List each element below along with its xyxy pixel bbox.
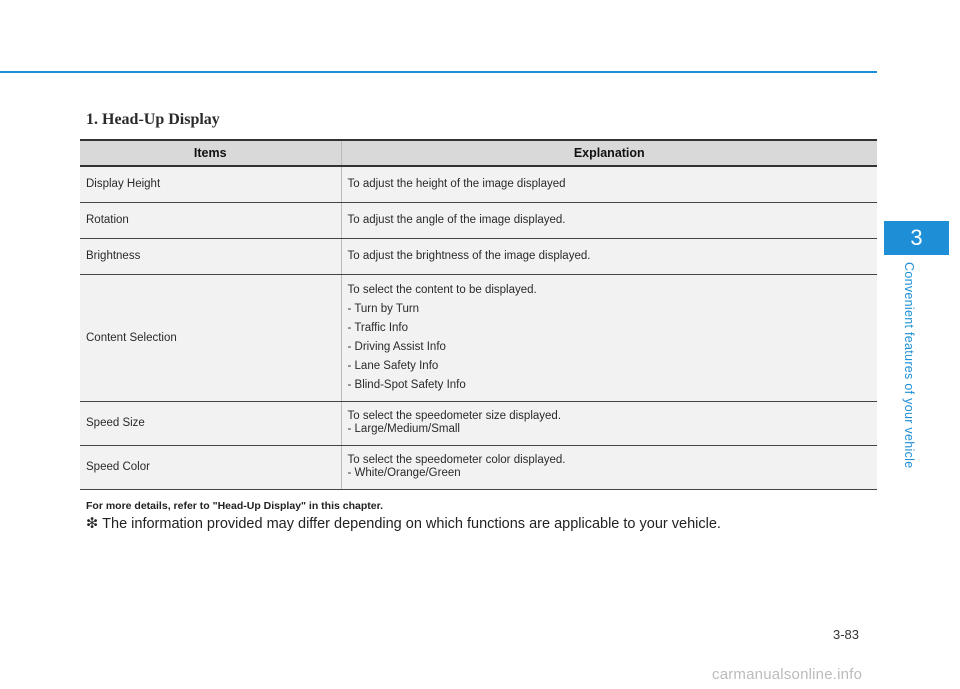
- row-item: Speed Size: [80, 401, 341, 445]
- table-row: [80, 202, 877, 238]
- watermark: carmanualsonline.info: [712, 666, 863, 683]
- column-header-items: Items: [80, 140, 341, 166]
- applicability-notice: [86, 516, 721, 532]
- explanation-line: To select the content to be displayed.: [347, 283, 537, 296]
- reference-footnote: For more details, refer to "Head-Up Display" in this chapter.: [86, 500, 384, 512]
- row-item: Content Selection: [80, 274, 341, 401]
- table-row: [80, 274, 877, 401]
- explanation-line: To select the speedometer color displayed.: [347, 454, 566, 466]
- row-item: Speed Color: [80, 445, 341, 489]
- section-title: 1. Head-Up Display: [86, 111, 220, 128]
- explanation-line: - Blind-Spot Safety Info: [347, 378, 466, 391]
- explanation-line: - Traffic Info: [347, 321, 409, 334]
- explanation-line: - Large/Medium/Small: [347, 423, 460, 435]
- explanation-line: To adjust the height of the image displayed: [347, 177, 566, 190]
- table-row: [80, 166, 877, 202]
- table-row: [80, 445, 877, 489]
- row-item: Rotation: [80, 202, 341, 238]
- top-rule: [0, 71, 877, 73]
- row-item: Display Height: [80, 166, 341, 202]
- row-explanation: [341, 401, 877, 445]
- row-explanation: [341, 166, 877, 202]
- chapter-label: Convenient features of your vehicle: [902, 262, 916, 469]
- column-header-explanation: Explanation: [341, 140, 877, 166]
- notice-mark-icon: ❇: [86, 516, 99, 532]
- row-item: Brightness: [80, 238, 341, 274]
- row-explanation: [341, 274, 877, 401]
- row-explanation: [341, 202, 877, 238]
- explanation-line: - Driving Assist Info: [347, 340, 446, 353]
- row-explanation: [341, 238, 877, 274]
- explanation-line: To select the speedometer size displayed.: [347, 410, 562, 422]
- row-explanation: [341, 445, 877, 489]
- chapter-number-tab: 3: [884, 221, 949, 255]
- explanation-line: To adjust the angle of the image displayed.: [347, 213, 566, 226]
- explanation-line: - Turn by Turn: [347, 302, 420, 315]
- notice-text: The information provided may differ depending on which functions are applicable to your vehicle.: [102, 516, 721, 532]
- page-number: 3-83: [833, 627, 860, 642]
- table-row: [80, 401, 877, 445]
- table-header-row: [80, 140, 877, 166]
- settings-table: [80, 139, 877, 490]
- table-row: [80, 238, 877, 274]
- explanation-line: To adjust the brightness of the image displayed.: [347, 249, 591, 262]
- explanation-line: - White/Orange/Green: [347, 467, 461, 479]
- explanation-line: - Lane Safety Info: [347, 359, 439, 372]
